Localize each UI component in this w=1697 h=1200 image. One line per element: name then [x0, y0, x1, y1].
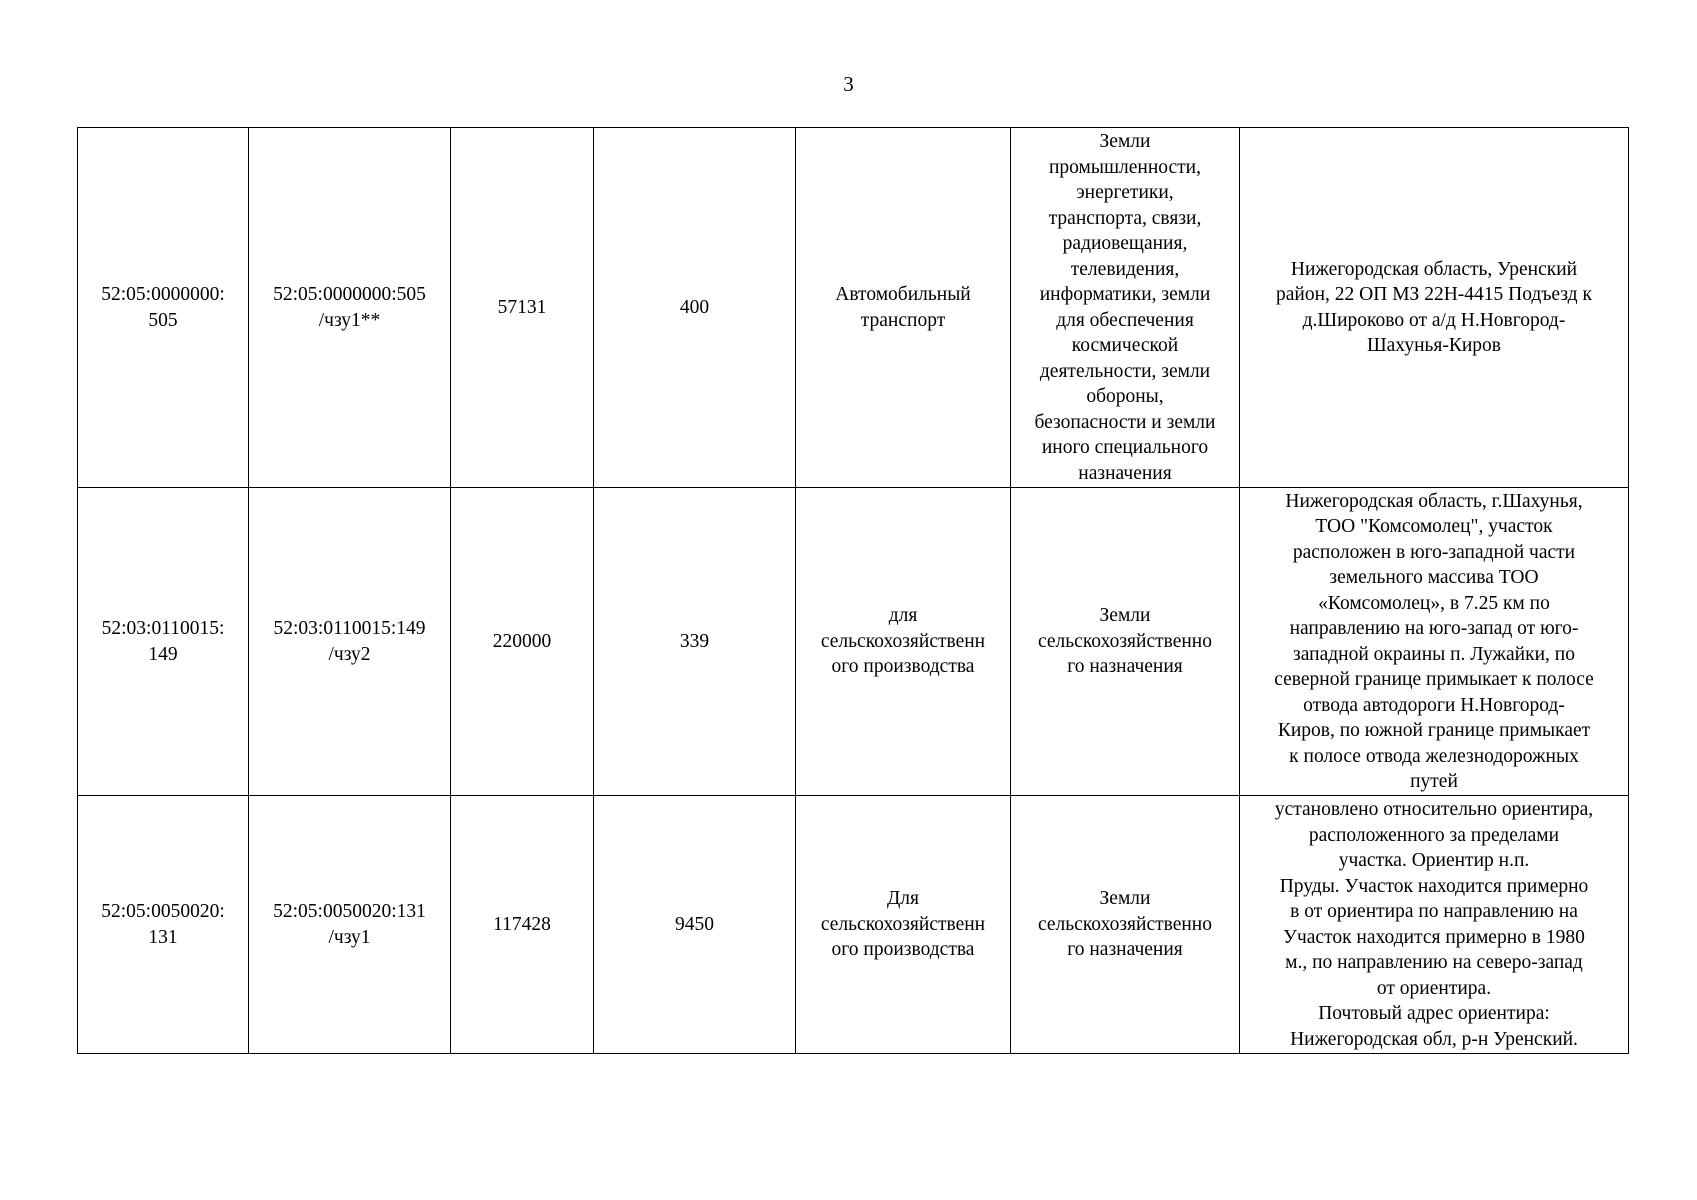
- area-cell: [451, 488, 594, 796]
- part-number: 52:05:0000000:505 /чзу1**: [273, 284, 426, 331]
- address: Нижегородская область, Уренский район, 22 ОП МЗ 22Н-4415 Подъезд к д.Широково от а/д Н.Новгород- Шахунья-Киров: [1276, 258, 1592, 356]
- part-number-cell: [249, 128, 451, 488]
- cadastral-number-cell: [78, 128, 249, 488]
- part-number-cell: [249, 488, 451, 796]
- land-category: Земли сельскохозяйственно го назначения: [1038, 605, 1212, 678]
- land-category: Земли сельскохозяйственно го назначения: [1038, 888, 1212, 961]
- land-category-cell: [1011, 488, 1240, 796]
- page-number: 3: [843, 72, 854, 96]
- address-cell: [1240, 796, 1629, 1054]
- land-plots-table: [77, 127, 1629, 1054]
- table-row: [78, 796, 1629, 1054]
- cadastral-number-cell: [78, 796, 249, 1054]
- table-row: [78, 488, 1629, 796]
- part-area-cell: [594, 488, 796, 796]
- area: 117428: [493, 913, 551, 935]
- part-area-cell: [594, 796, 796, 1054]
- address-cell: [1240, 128, 1629, 488]
- part-number-cell: [249, 796, 451, 1054]
- part-area: 400: [679, 296, 710, 318]
- permitted-use: для сельскохозяйственн ого производства: [820, 605, 986, 678]
- area: 220000: [492, 630, 552, 652]
- address: установлено относительно ориентира, расположенного за пределами участка. Ориентир н.п. Пруды. Участок находится примерно в от ориентира по направлению на Участок находится примерно в 1980 м., по направлению на северо-запад от ориентира. Почтовый адрес ориентира: Нижегородская обл, р-н Уренский.: [1274, 799, 1594, 1050]
- part-number: 52:05:0050020:131 /чзу1: [273, 901, 426, 948]
- land-category: Земли промышленности, энергетики, транспорта, связи, радиовещания, телевидения, информатики, земли для обеспечения космической деятельности, земли обороны, безопасности и земли иного специального назначения: [1034, 131, 1216, 484]
- address: Нижегородская область, г.Шахунья, ТОО "Комсомолец", участок расположен в юго-западной части земельного массива ТОО «Комсомолец», в 7.25 км по направлению на юго-запад от юго- западной окраины п. Лужайки, по северной границе примыкает к полосе отвода автодороги Н.Новгород- Киров, по южной границе примыкает к полосе отвода железнодорожных путей: [1274, 490, 1594, 792]
- permitted-use: Автомобильный транспорт: [835, 284, 971, 331]
- cadastral-number: 52:05:0000000: 505: [101, 284, 225, 331]
- cadastral-number: 52:03:0110015: 149: [101, 618, 225, 665]
- area-cell: [451, 128, 594, 488]
- permitted-use-cell: [796, 796, 1011, 1054]
- cadastral-number-cell: [78, 488, 249, 796]
- table-row: [78, 128, 1629, 488]
- area: 57131: [497, 296, 547, 318]
- part-area: 339: [679, 630, 710, 652]
- part-area-cell: [594, 128, 796, 488]
- part-number: 52:03:0110015:149 /чзу2: [273, 618, 426, 665]
- permitted-use-cell: [796, 128, 1011, 488]
- address-cell: [1240, 488, 1629, 796]
- cadastral-number: 52:05:0050020: 131: [101, 901, 225, 948]
- land-category-cell: [1011, 796, 1240, 1054]
- part-area: 9450: [675, 913, 714, 935]
- land-category-cell: [1011, 128, 1240, 488]
- permitted-use-cell: [796, 488, 1011, 796]
- area-cell: [451, 796, 594, 1054]
- permitted-use: Для сельскохозяйственн ого производства: [820, 888, 986, 961]
